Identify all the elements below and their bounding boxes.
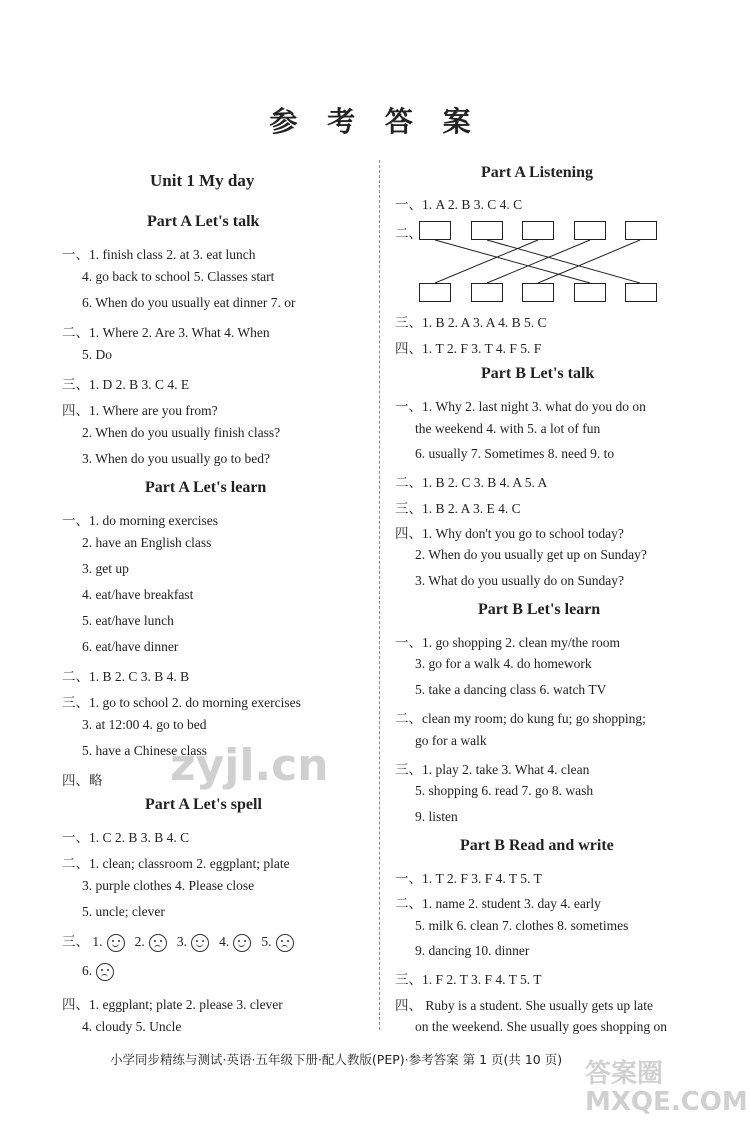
answer-line: 一、1. do morning exercises (62, 513, 218, 528)
answer-line: the weekend 4. with 5. a lot of fun (415, 421, 601, 436)
answer-line: 6. When do you usually eat dinner 7. or (82, 295, 296, 310)
answer-line: 三、1. B 2. A 3. E 4. C (395, 501, 521, 516)
answer-line: 四、1. Where are you from? (62, 403, 218, 418)
face-item-num: 4. (219, 934, 230, 949)
sad-face-icon (149, 934, 167, 952)
answer-line: 3. get up (82, 561, 129, 576)
smiley-face-icon (233, 934, 251, 952)
answer-line: 4. eat/have breakfast (82, 587, 194, 602)
face-item-num: 2. (134, 934, 145, 949)
matching-box (574, 283, 606, 302)
answer-line: 4. go back to school 5. Classes start (82, 269, 275, 284)
answer-line: 二、1. name 2. student 3. day 4. early (395, 896, 601, 911)
page-title: 参 考 答 案 (269, 105, 481, 138)
answer-line: 5. milk 6. clean 7. clothes 8. sometimes (415, 918, 629, 933)
answer-line: 四、1. Why don't you go to school today? (395, 526, 624, 541)
answer-line: 5. have a Chinese class (82, 743, 207, 758)
matching-box (522, 283, 554, 302)
answer-line: 5. eat/have lunch (82, 613, 174, 628)
answer-line: 二、clean my room; do kung fu; go shopping; (395, 711, 646, 726)
unit-title: Unit 1 My day (150, 171, 255, 190)
column-divider (379, 160, 380, 1030)
answer-line: 5. take a dancing class 6. watch TV (415, 682, 607, 697)
right-section-heading-talk: Part B Let's talk (481, 365, 595, 382)
answer-line: 一、1. T 2. F 3. F 4. T 5. T (395, 871, 542, 886)
answer-line: 3. When do you usually go to bed? (82, 451, 270, 466)
answer-line: 一、1. go shopping 2. clean my/the room (395, 635, 620, 650)
answer-line: 四、1. T 2. F 3. T 4. F 5. F (395, 341, 542, 356)
matching-box (471, 283, 503, 302)
answer-line: 9. dancing 10. dinner (415, 943, 530, 958)
answer-line: 2. When do you usually get up on Sunday? (415, 547, 647, 562)
faces-prefix: 三、 (62, 934, 89, 949)
face-item-num: 5. (261, 934, 272, 949)
matching-box (625, 283, 657, 302)
answer-line: 9. listen (415, 809, 458, 824)
faces-answer-line (62, 930, 294, 952)
face-item-num: 1. (92, 934, 103, 949)
answer-line: 3. at 12:00 4. go to bed (82, 717, 207, 732)
right-section-heading-listening: Part A Listening (481, 164, 594, 181)
answer-line: 3. purple clothes 4. Please close (82, 878, 255, 893)
left-section-heading-spell: Part A Let's spell (145, 796, 262, 813)
answer-line: 四、略 (62, 773, 103, 788)
answer-line: 二、1. B 2. C 3. B 4. A 5. A (395, 475, 548, 490)
right-section-heading-learn: Part B Let's learn (478, 601, 601, 618)
answer-line: go for a walk (415, 733, 487, 748)
answer-line: 二、1. B 2. C 3. B 4. B (62, 669, 190, 684)
answer-line: 5. Do (82, 347, 112, 362)
answer-line: 三、1. D 2. B 3. C 4. E (62, 377, 190, 392)
answer-line: 6. eat/have dinner (82, 639, 179, 654)
left-section-heading-learn: Part A Let's learn (145, 479, 267, 496)
answer-line: 6. usually 7. Sometimes 8. need 9. to (415, 446, 615, 461)
answer-line: 二、1. clean; classroom 2. eggplant; plate (62, 856, 290, 871)
answer-line: 5. shopping 6. read 7. go 8. wash (415, 783, 594, 798)
matching-lines (400, 230, 670, 290)
answer-line: 一、1. A 2. B 3. C 4. C (395, 197, 523, 212)
answer-line: 三、1. play 2. take 3. What 4. clean (395, 762, 590, 777)
sad-face-icon (276, 934, 294, 952)
answer-line: on the weekend. She usually goes shopping on (415, 1019, 667, 1034)
left-section-heading-talk: Part A Let's talk (147, 213, 260, 230)
answer-line: 3. What do you usually do on Sunday? (415, 573, 624, 588)
answer-line: 三、1. F 2. T 3. F 4. T 5. T (395, 972, 542, 987)
answer-line: 4. cloudy 5. Uncle (82, 1019, 182, 1034)
answer-line: 四、 Ruby is a student. She usually gets up late (395, 998, 653, 1013)
answer-line: 2. When do you usually finish class? (82, 425, 281, 440)
answer-line: 一、1. C 2. B 3. B 4. C (62, 830, 190, 845)
matching-box (419, 283, 451, 302)
answer-line: 三、1. B 2. A 3. A 4. B 5. C (395, 315, 547, 330)
page-footer: 小学同步精练与测试·英语·五年级下册·配人教版(PEP)·参考答案 第 1 页(共 10 页) (110, 1052, 563, 1067)
watermark-right: 答案圈 MXQE.COM (585, 1059, 748, 1117)
matching-prefix: 二、 (395, 226, 422, 241)
answer-line: 2. have an English class (82, 535, 212, 550)
answer-line: 二、1. Where 2. Are 3. What 4. When (62, 325, 270, 340)
answer-line: 三、1. go to school 2. do morning exercises (62, 695, 301, 710)
answer-line: 一、1. finish class 2. at 3. eat lunch (62, 247, 256, 262)
answer-line: 3. go for a walk 4. do homework (415, 656, 592, 671)
sad-face-icon (96, 963, 114, 981)
smiley-face-icon (191, 934, 209, 952)
face-item-num: 3. (176, 934, 187, 949)
faces-answer-line-2 (82, 963, 114, 981)
answer-line: 一、1. Why 2. last night 3. what do you do on (395, 399, 646, 414)
watermark-left: zyjl.cn (170, 740, 329, 791)
right-section-heading-read-write: Part B Read and write (460, 837, 614, 854)
answer-line: 5. uncle; clever (82, 904, 165, 919)
answer-line: 四、1. eggplant; plate 2. please 3. clever (62, 997, 283, 1012)
face-item-num: 6. (82, 963, 93, 979)
smiley-face-icon (107, 934, 125, 952)
